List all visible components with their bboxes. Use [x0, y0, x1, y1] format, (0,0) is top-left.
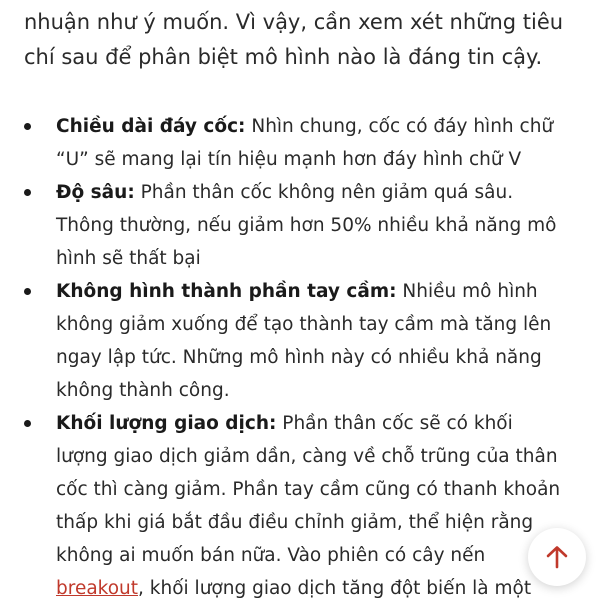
bullet-icon: [24, 189, 31, 196]
criteria-term: Không hình thành phần tay cầm:: [56, 281, 397, 302]
arrow-up-icon: [544, 544, 570, 570]
criteria-text: Nhiều mô hình không giảm xuống để tạo thành tay cầm mà tăng lên ngay lập tức. Những mô hình này có nhiều khả năng không thành công.: [56, 281, 552, 401]
bullet-icon: [24, 123, 31, 130]
criteria-text-after-link: , khối lượng giao dịch tăng đột biến là một: [138, 578, 532, 599]
criteria-item-volume: [0, 407, 600, 600]
scroll-to-top-button[interactable]: [528, 528, 586, 586]
criteria-item-no-handle: [0, 275, 600, 407]
criteria-item-bottom-length: [0, 110, 600, 176]
criteria-term: Độ sâu:: [56, 182, 135, 203]
criteria-item-depth: [0, 176, 600, 275]
breakout-link[interactable]: breakout: [56, 578, 139, 599]
bullet-icon: [24, 420, 31, 427]
criteria-term: Chiều dài đáy cốc:: [56, 116, 246, 137]
intro-paragraph: nhuận như ý muốn. Vì vậy, cần xem xét những tiêu chí sau để phân biệt mô hình nào là đáng tin cậy.: [24, 10, 564, 69]
criteria-text: Nhìn chung, cốc có đáy hình chữ “U” sẽ mang lại tín hiệu mạnh hơn đáy hình chữ V: [56, 116, 554, 170]
criteria-text: Phần thân cốc sẽ có khối lượng giao dịch giảm dần, càng về chỗ trũng của thân cốc thì càng giảm. Phần tay cầm cũng có thanh khoản thấp khi giá bắt đầu điều chỉnh giảm, thể hiện rằng không ai muốn bán nữa. Vào phiên có cây nến: [56, 413, 561, 566]
criteria-term: Khối lượng giao dịch:: [56, 413, 277, 434]
criteria-list: [0, 110, 600, 600]
criteria-text: Phần thân cốc không nên giảm quá sâu. Thông thường, nếu giảm hơn 50% nhiều khả năng mô hình sẽ thất bại: [56, 182, 557, 269]
bullet-icon: [24, 288, 31, 295]
